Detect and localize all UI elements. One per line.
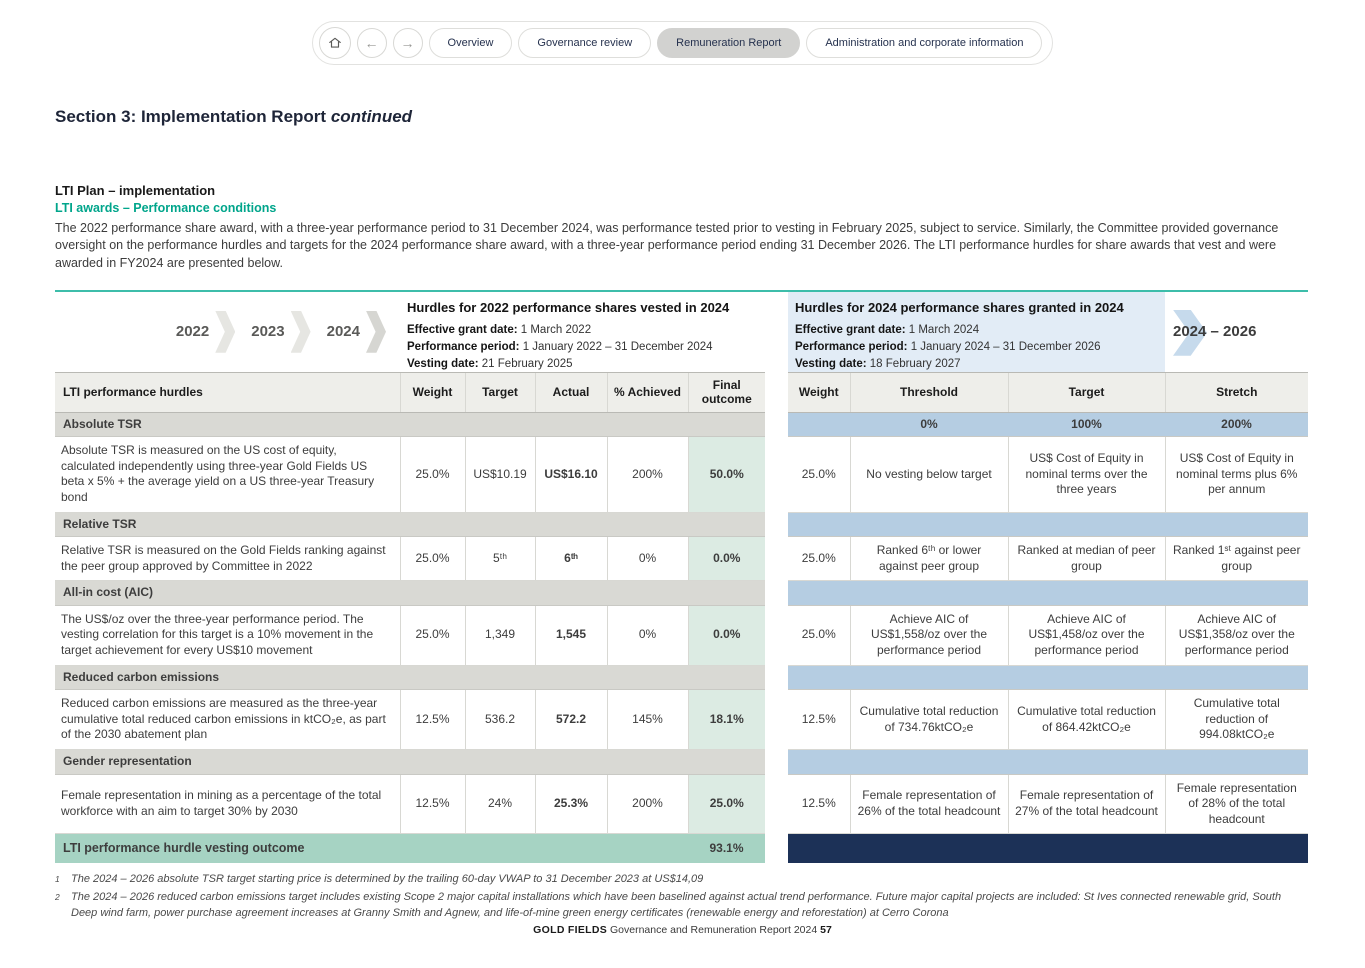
right-target-value: US$ Cost of Equity in nominal terms over the three years: [1008, 437, 1165, 512]
threshold-value: Ranked 6ᵗʰ or lower against peer group: [850, 537, 1008, 581]
year-chevron-2022: [176, 311, 235, 353]
threshold-value: Achieve AIC of US$1,558/oz over the performance period: [850, 605, 1008, 665]
hurdle-section-title: All-in cost (AIC): [55, 581, 765, 606]
right-weight-value: 25.0%: [788, 437, 850, 512]
achieved-value: 0%: [607, 537, 688, 581]
final-outcome-value: 25.0%: [688, 774, 765, 834]
hurdle-description: Female representation in mining as a percentage of the total workforce with an aim to target 30% by 2030: [55, 774, 400, 834]
right-target-value: Achieve AIC of US$1,458/oz over the performance period: [1008, 605, 1165, 665]
final-outcome-value: 0.0%: [688, 605, 765, 665]
target-value: 1,349: [465, 605, 535, 665]
hurdles-2022-header: [400, 292, 765, 372]
scale-stretch: [1165, 581, 1308, 606]
table-gap: [765, 690, 788, 750]
actual-value: 6ᵗʰ: [535, 537, 607, 581]
performance-period-2024: Performance period: 1 January 2024 – 31 December 2026: [795, 341, 1101, 353]
actual-value: US$16.10: [535, 437, 607, 512]
right-weight-value: 12.5%: [788, 774, 850, 834]
right-weight-value: 25.0%: [788, 537, 850, 581]
scale-target: 100%: [1008, 412, 1165, 437]
hurdle-section-title: Reduced carbon emissions: [55, 665, 765, 690]
achieved-value: 145%: [607, 690, 688, 750]
vesting-outcome-row: [55, 834, 1308, 863]
footnotes: [55, 872, 1308, 922]
scale-target: [1008, 512, 1165, 537]
scale-stretch: [1165, 512, 1308, 537]
lti-plan-heading: LTI Plan – implementation: [55, 183, 216, 198]
hurdle-description: Relative TSR is measured on the Gold Fields ranking against the peer group approved by Committee in 2022: [55, 537, 400, 581]
scale-threshold: 0%: [850, 412, 1008, 437]
scale-weight-cell: [788, 750, 850, 775]
outcome-navy-band: [788, 834, 1308, 863]
forward-arrow-icon: →: [400, 35, 415, 51]
hurdle-data-row: [55, 774, 1308, 834]
threshold-value: Female representation of 26% of the total headcount: [850, 774, 1008, 834]
lti-hurdles-table: [55, 372, 1308, 863]
hurdle-description: Reduced carbon emissions are measured as the three-year cumulative total reduced carbon emissions in ktCO₂e, as part of the 2030 abatement plan: [55, 690, 400, 750]
table-gap: [765, 774, 788, 834]
achieved-value: 0%: [607, 605, 688, 665]
col-header-achieved: % Achieved: [607, 372, 688, 412]
scale-stretch: [1165, 750, 1308, 775]
back-button[interactable]: [357, 28, 387, 58]
col-header-hurdles: LTI performance hurdles: [55, 372, 400, 412]
scale-target: [1008, 750, 1165, 775]
scale-stretch: 200%: [1165, 412, 1308, 437]
page-title-continued: continued: [330, 107, 413, 126]
vesting-date-2024: Vesting date: 18 February 2027: [795, 358, 961, 371]
hurdle-section-title: Gender representation: [55, 750, 765, 775]
vesting-outcome-value: 93.1%: [688, 834, 765, 863]
hurdle-data-row: [55, 437, 1308, 512]
table-gap: [765, 605, 788, 665]
range-label: 2024 – 2026: [1173, 323, 1257, 341]
final-outcome-value: 50.0%: [688, 437, 765, 512]
hurdle-section-header-row: [55, 750, 1308, 775]
column-header-row: [55, 372, 1308, 412]
threshold-value: Cumulative total reduction of 734.76ktCO₂e: [850, 690, 1008, 750]
brand-name: GOLD FIELDS: [533, 924, 608, 936]
year-label: 2022: [175, 323, 210, 341]
footnote-2: [55, 890, 1308, 921]
hurdle-section-title: Relative TSR: [55, 512, 765, 537]
back-arrow-icon: ←: [364, 35, 379, 51]
col-header-threshold: Threshold: [850, 372, 1008, 412]
scale-stretch: [1165, 665, 1308, 690]
col-header-actual: Actual: [535, 372, 607, 412]
target-value: US$10.19: [465, 437, 535, 512]
intro-paragraph: The 2022 performance share award, with a three-year performance period to 31 December 2024, was performance tested prior to vesting in February 2025, subject to service. Similarly, the Committee provided governance oversight on the performance hurdles and targets for the 2024 performance share award, with a three-year performance period ending 31 December 2026. The LTI performance hurdles for share awards that vest and were awarded in FY2024 are presented below.: [55, 221, 1279, 270]
home-icon: [328, 36, 342, 50]
performance-period-2022: Performance period: 1 January 2022 – 31 December 2024: [407, 341, 713, 353]
footnote-marker: 1: [55, 873, 60, 884]
table-gap: [765, 537, 788, 581]
chevron-right-icon: [215, 311, 235, 353]
page-title: [55, 107, 1308, 127]
nav-row: [0, 0, 1365, 65]
weight-value: 25.0%: [400, 537, 465, 581]
weight-value: 12.5%: [400, 774, 465, 834]
actual-value: 1,545: [535, 605, 607, 665]
lti-plan-section: [55, 183, 1308, 272]
stretch-value: Female representation of 28% of the total headcount: [1165, 774, 1308, 834]
achieved-value: 200%: [607, 437, 688, 512]
final-outcome-value: 18.1%: [688, 690, 765, 750]
col-header-right-weight: Weight: [788, 372, 850, 412]
col-header-final-outcome: Final outcome: [688, 372, 765, 412]
hurdles-2022-title: Hurdles for 2022 performance shares vested in 2024: [407, 299, 730, 315]
page-footer: [0, 924, 1365, 936]
weight-value: 25.0%: [400, 437, 465, 512]
right-weight-value: 12.5%: [788, 690, 850, 750]
right-target-value: Ranked at median of peer group: [1008, 537, 1165, 581]
years-2024-2026: [1165, 292, 1308, 372]
col-header-weight: Weight: [400, 372, 465, 412]
right-target-value: Female representation of 27% of the total headcount: [1008, 774, 1165, 834]
vesting-date-2022: Vesting date: 21 February 2025: [407, 358, 573, 371]
hurdle-section-header-row: [55, 512, 1308, 537]
hurdles-2024-title: Hurdles for 2024 performance shares granted in 2024: [795, 299, 1124, 315]
stretch-value: US$ Cost of Equity in nominal terms plus 6% per annum: [1165, 437, 1308, 512]
hurdle-description: The US$/oz over the three-year performance period. The vesting correlation for this target is a 10% movement in the target achievement for every US$10 movement: [55, 605, 400, 665]
year-label: 2024: [326, 323, 360, 341]
outcome-section: [55, 834, 1308, 863]
year-chevron-2024: [327, 311, 386, 353]
scale-threshold: [850, 665, 1008, 690]
hurdle-section-header-row: [55, 412, 1308, 437]
chevron-right-icon: [291, 311, 311, 353]
hurdle-data-row: [55, 605, 1308, 665]
home-button[interactable]: [319, 27, 351, 59]
tab-overview[interactable]: Overview: [429, 28, 513, 58]
stretch-value: Cumulative total reduction of 994.08ktCO₂e: [1165, 690, 1308, 750]
scale-target: [1008, 581, 1165, 606]
actual-value: 572.2: [535, 690, 607, 750]
hurdle-section-title: Absolute TSR: [55, 412, 765, 437]
target-value: 24%: [465, 774, 535, 834]
vesting-outcome-label: LTI performance hurdle vesting outcome: [55, 834, 688, 863]
scale-threshold: [850, 750, 1008, 775]
table-gap: [765, 372, 788, 412]
target-value: 5ᵗʰ: [465, 537, 535, 581]
scale-weight-cell: [788, 512, 850, 537]
scale-weight-cell: [788, 581, 850, 606]
scale-threshold: [850, 581, 1008, 606]
table-gap: [765, 665, 788, 690]
final-outcome-value: 0.0%: [688, 537, 765, 581]
threshold-value: No vesting below target: [850, 437, 1008, 512]
achieved-value: 200%: [607, 774, 688, 834]
year-chevron-2023: [251, 311, 310, 353]
hurdle-rows: [55, 412, 1308, 834]
band-gap: [765, 292, 788, 372]
lti-awards-subheading: LTI awards – Performance conditions: [55, 201, 277, 215]
scale-weight-cell: [788, 665, 850, 690]
target-value: 536.2: [465, 690, 535, 750]
table-gap: [765, 437, 788, 512]
stretch-value: Achieve AIC of US$1,358/oz over the performance period: [1165, 605, 1308, 665]
hurdle-section-header-row: [55, 581, 1308, 606]
footnote-1: [55, 872, 1308, 888]
forward-button[interactable]: [393, 28, 423, 58]
table-gap: [765, 412, 788, 437]
page-content: [0, 107, 1365, 921]
scale-threshold: [850, 512, 1008, 537]
top-navigation: [312, 21, 1054, 65]
hurdle-description: Absolute TSR is measured on the US cost of equity, calculated independently using three-year Gold Fields US beta x 5% + the average yield on a US three-year Treasury bond: [55, 437, 400, 512]
weight-value: 12.5%: [400, 690, 465, 750]
scale-target: [1008, 665, 1165, 690]
effective-grant-date-2024: Effective grant date: 1 March 2024: [795, 323, 980, 336]
scale-weight-cell: [788, 412, 850, 437]
footnote-marker: 2: [55, 892, 60, 903]
actual-value: 25.3%: [535, 774, 607, 834]
years-2022-2024: [55, 292, 400, 372]
col-header-target: Target: [465, 372, 535, 412]
hurdle-section-header-row: [55, 665, 1308, 690]
page-number: 57: [820, 924, 832, 936]
table-gap: [765, 512, 788, 537]
year-label: 2023: [251, 323, 285, 341]
page-title-text: Section 3: Implementation Report: [55, 107, 327, 126]
weight-value: 25.0%: [400, 605, 465, 665]
col-header-stretch: Stretch: [1165, 372, 1308, 412]
right-target-value: Cumulative total reduction of 864.42ktCO₂e: [1008, 690, 1165, 750]
hurdles-2024-header: [788, 292, 1165, 372]
table-gap: [765, 750, 788, 775]
table-header-band: [55, 290, 1308, 372]
footnote-text: The 2024 – 2026 absolute TSR target starting price is determined by the trailing 60-day VWAP to 31 December 2023 at US$14,09: [71, 872, 704, 885]
hurdle-data-row: [55, 690, 1308, 750]
report-name: Governance and Remuneration Report 2024: [609, 924, 818, 936]
tab-administration-corporate-information[interactable]: Administration and corporate information: [806, 28, 1042, 58]
tab-governance-review[interactable]: Governance review: [518, 28, 651, 58]
right-weight-value: 25.0%: [788, 605, 850, 665]
hurdle-data-row: [55, 537, 1308, 581]
footnote-text: The 2024 – 2026 reduced carbon emissions target includes existing Scope 2 major capital installations which have been baselined against actual trend performance. Future major capital projects are included: St Ives connected renewable grid, South Deep wind farm, power purchase agreement increases at Granny Smith and Agnew, and life-of-mine green energy certificates (renewable energy and reforestation) at Cerro Corona: [71, 891, 1282, 919]
effective-grant-date-2022: Effective grant date: 1 March 2022: [407, 323, 592, 336]
tab-remuneration-report[interactable]: Remuneration Report: [657, 28, 800, 58]
col-header-right-target: Target: [1008, 372, 1165, 412]
stretch-value: Ranked 1ˢᵗ against peer group: [1165, 537, 1308, 581]
table-gap: [765, 834, 788, 863]
table-gap: [765, 581, 788, 606]
chevron-right-icon: [366, 311, 386, 353]
